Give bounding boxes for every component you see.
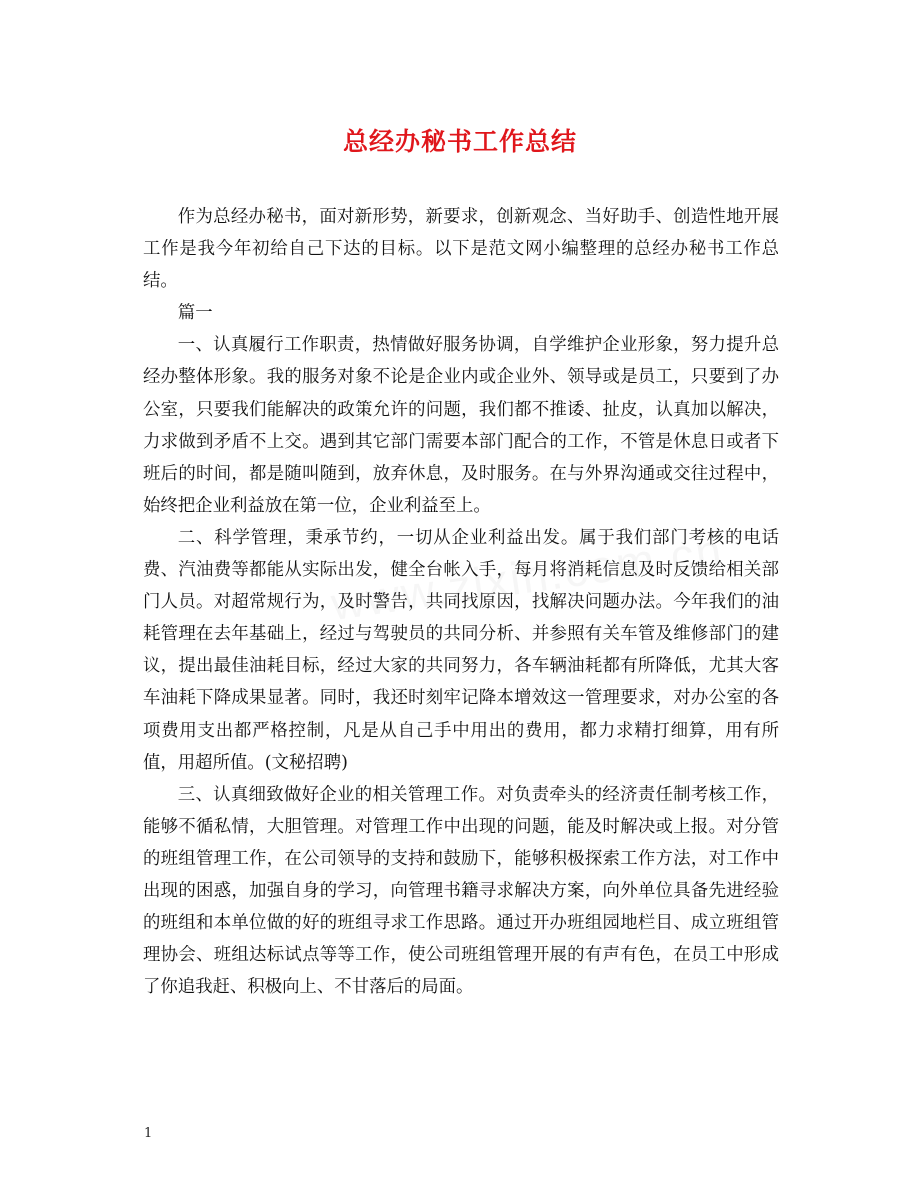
page-title: 总经办秘书工作总结 (342, 127, 577, 156)
paragraph-3: 三、认真细致做好企业的相关管理工作。对负责牵头的经济责任制考核工作，能够不循私情，大胆管理。对管理工作中出现的问题，能及时解决或上报。对分管的班组管理工作，在公司领导的支持和鼓励下，能够积极探索工作方法，对工作中出现的困惑，加强自身的学习，向管理书籍寻求解决方案，向外单位具备先进经验的班组和本单位做的好的班组寻求工作思路。通过开办班组园地栏目、成立班组管理协会、班组达标试点等等工作，使公司班组管理开展的有声有色，在员工中形成了你追我赶、积极向上、不甘落后的局面。 (143, 784, 779, 998)
intro-paragraph: 作为总经办秘书，面对新形势，新要求，创新观念、当好助手、创造性地开展工作是我今年初给自己下达的目标。以下是范文网小编整理的总经办秘书工作总结。 (143, 207, 779, 292)
paragraph-1: 一、认真履行工作职责，热情做好服务协调，自学维护企业形象，努力提升总经办整体形象。我的服务对象不论是企业内或企业外、领导或是员工，只要到了办公室，只要我们能解决的政策允许的问题，我们都不推诿、扯皮，认真加以解决，力求做到矛盾不上交。遇到其它部门需要本部门配合的工作，不管是休息日或者下班后的时间，都是随叫随到，放弃休息，及时服务。在与外界沟通或交往过程中，始终把企业利益放在第一位，企业利益至上。 (143, 335, 779, 516)
paragraph-2: 二、科学管理，秉承节约，一切从企业利益出发。属于我们部门考核的电话费、汽油费等都能从实际出发，健全台帐入手，每月将消耗信息及时反馈给相关部门人员。对超常规行为，及时警告，共同找原因，找解决问题办法。今年我们的油耗管理在去年基础上，经过与驾驶员的共同分析、并参照有关车管及维修部门的建议，提出最佳油耗目标，经过大家的共同努力，各车辆油耗都有所降低，尤其大客车油耗下降成果显著。同时，我还时刻牢记降本增效这一管理要求，对办公室的各项费用支出都严格控制，凡是从自己手中用出的费用，都力求精打细算，用有所值，用超所值。(文秘招聘) (143, 527, 779, 773)
section-heading: 篇一 (177, 303, 213, 324)
page-number: 1 (144, 1126, 153, 1141)
document-body (143, 201, 779, 1003)
